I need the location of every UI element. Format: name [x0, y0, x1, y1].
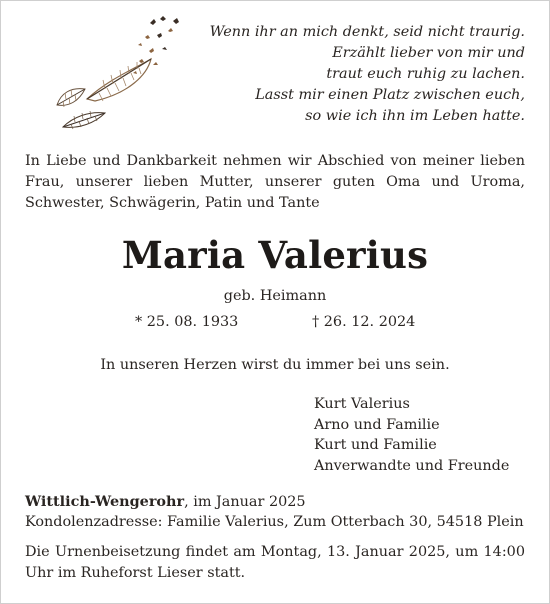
place-date-line	[25, 493, 306, 510]
mourners-list	[314, 394, 509, 476]
poem-line: Wenn ihr an mich denkt, seid nicht traurig.	[209, 24, 525, 40]
mourner-item: Arno und Familie	[314, 416, 440, 433]
birth-date: * 25. 08. 1933	[135, 314, 239, 330]
poem-line: traut euch ruhig zu lachen.	[326, 66, 525, 82]
intro-text: In Liebe und Dankbarkeit nehmen wir Abschied von meiner lieben Frau, unserer lieben Mutter, unserer guten Oma und Uroma, Schwester, Schwägerin, Patin und Tante	[25, 153, 525, 211]
poem-line: Lasst mir einen Platz zwischen euch,	[255, 87, 525, 103]
mourner-item: Kurt und Familie	[314, 437, 437, 453]
feathers-and-birds-illustration	[49, 9, 189, 137]
death-date: † 26. 12. 2024	[312, 314, 416, 330]
deceased-name: Maria Valerius	[121, 233, 429, 277]
bottom-feather-icon	[63, 111, 105, 129]
small-feather-icon	[57, 89, 85, 107]
poem-line: Erzählt lieber von mir und	[332, 45, 525, 61]
mourner-item: Anverwandte und Freunde	[314, 457, 510, 474]
date-line: , im Januar 2025	[184, 494, 306, 510]
poem-line: so wie ich ihn im Leben hatte.	[305, 108, 525, 124]
poem	[185, 22, 525, 127]
birth-name: geb. Heimann	[223, 288, 327, 304]
condolence-address: Kondolenzadresse: Familie Valerius, Zum Otterbach 30, 54518 Plein	[25, 514, 524, 530]
large-feather-icon	[87, 59, 151, 101]
mourner-item: Kurt Valerius	[314, 396, 410, 412]
place-name: Wittlich-Wengerohr	[25, 493, 185, 510]
burial-notice: Die Urnenbeisetzung findet am Montag, 13. Januar 2025, um 14:00 Uhr im Ruheforst Lieser statt.	[25, 544, 525, 581]
motto: In unseren Herzen wirst du immer bei uns sein.	[100, 357, 450, 373]
